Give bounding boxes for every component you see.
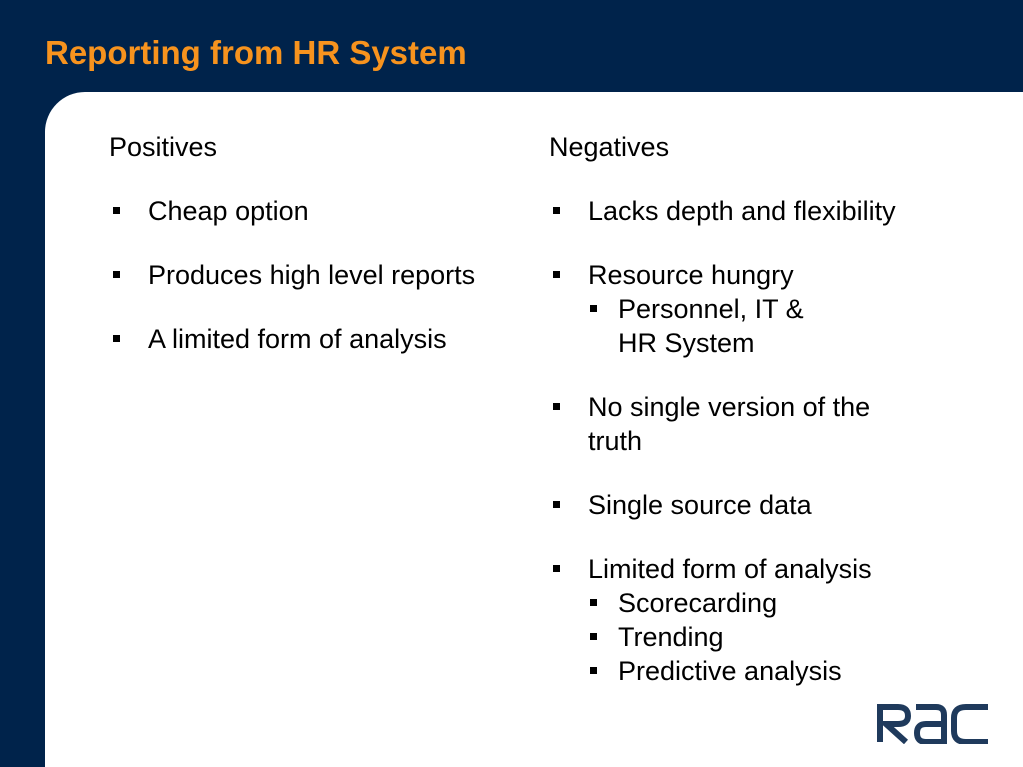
sub-list-item-text: Predictive analysis bbox=[618, 656, 842, 686]
sub-list-item-text: Scorecarding bbox=[618, 588, 778, 618]
square-bullet-icon bbox=[113, 207, 120, 214]
list-item-text: Limited form of analysis bbox=[588, 554, 872, 584]
sub-list-item-text: Personnel, IT & HR System bbox=[618, 294, 804, 358]
list-item bbox=[549, 390, 928, 458]
square-bullet-icon bbox=[113, 335, 120, 342]
list-item bbox=[109, 258, 539, 292]
sub-list-item bbox=[549, 620, 989, 654]
sub-list-item-text: Trending bbox=[618, 622, 724, 652]
negatives-heading: Negatives bbox=[549, 132, 670, 162]
list-item-text: Lacks depth and flexibility bbox=[588, 196, 896, 226]
square-bullet-icon bbox=[113, 271, 120, 278]
positives-heading: Positives bbox=[109, 132, 218, 162]
rac-logo bbox=[876, 702, 992, 744]
sub-list bbox=[549, 586, 989, 688]
square-bullet-icon bbox=[553, 271, 560, 278]
positives-list bbox=[109, 194, 539, 356]
list-item bbox=[549, 194, 989, 228]
sub-list bbox=[549, 292, 849, 360]
slide-title: Reporting from HR System bbox=[45, 34, 467, 71]
positives-column bbox=[109, 130, 539, 386]
list-item-text: No single version of the truth bbox=[588, 392, 871, 456]
list-item bbox=[109, 322, 539, 356]
list-item bbox=[109, 194, 539, 228]
square-bullet-icon bbox=[553, 403, 560, 410]
list-item bbox=[549, 488, 989, 522]
negatives-list bbox=[549, 194, 989, 688]
list-item-text: Single source data bbox=[588, 490, 812, 520]
square-bullet-icon bbox=[553, 207, 560, 214]
sub-list-item bbox=[549, 292, 849, 360]
square-bullet-icon bbox=[553, 501, 560, 508]
square-bullet-icon bbox=[590, 633, 597, 640]
square-bullet-icon bbox=[590, 667, 597, 674]
square-bullet-icon bbox=[590, 305, 597, 312]
list-item bbox=[549, 552, 989, 688]
list-item-text: Cheap option bbox=[148, 196, 309, 226]
sub-list-item bbox=[549, 654, 989, 688]
negatives-column bbox=[549, 130, 989, 718]
sub-list-item bbox=[549, 586, 989, 620]
square-bullet-icon bbox=[553, 565, 560, 572]
square-bullet-icon bbox=[590, 599, 597, 606]
list-item-text: Produces high level reports bbox=[148, 260, 476, 290]
list-item-text: A limited form of analysis bbox=[148, 324, 447, 354]
list-item bbox=[549, 258, 989, 360]
list-item-text: Resource hungry bbox=[588, 260, 794, 290]
